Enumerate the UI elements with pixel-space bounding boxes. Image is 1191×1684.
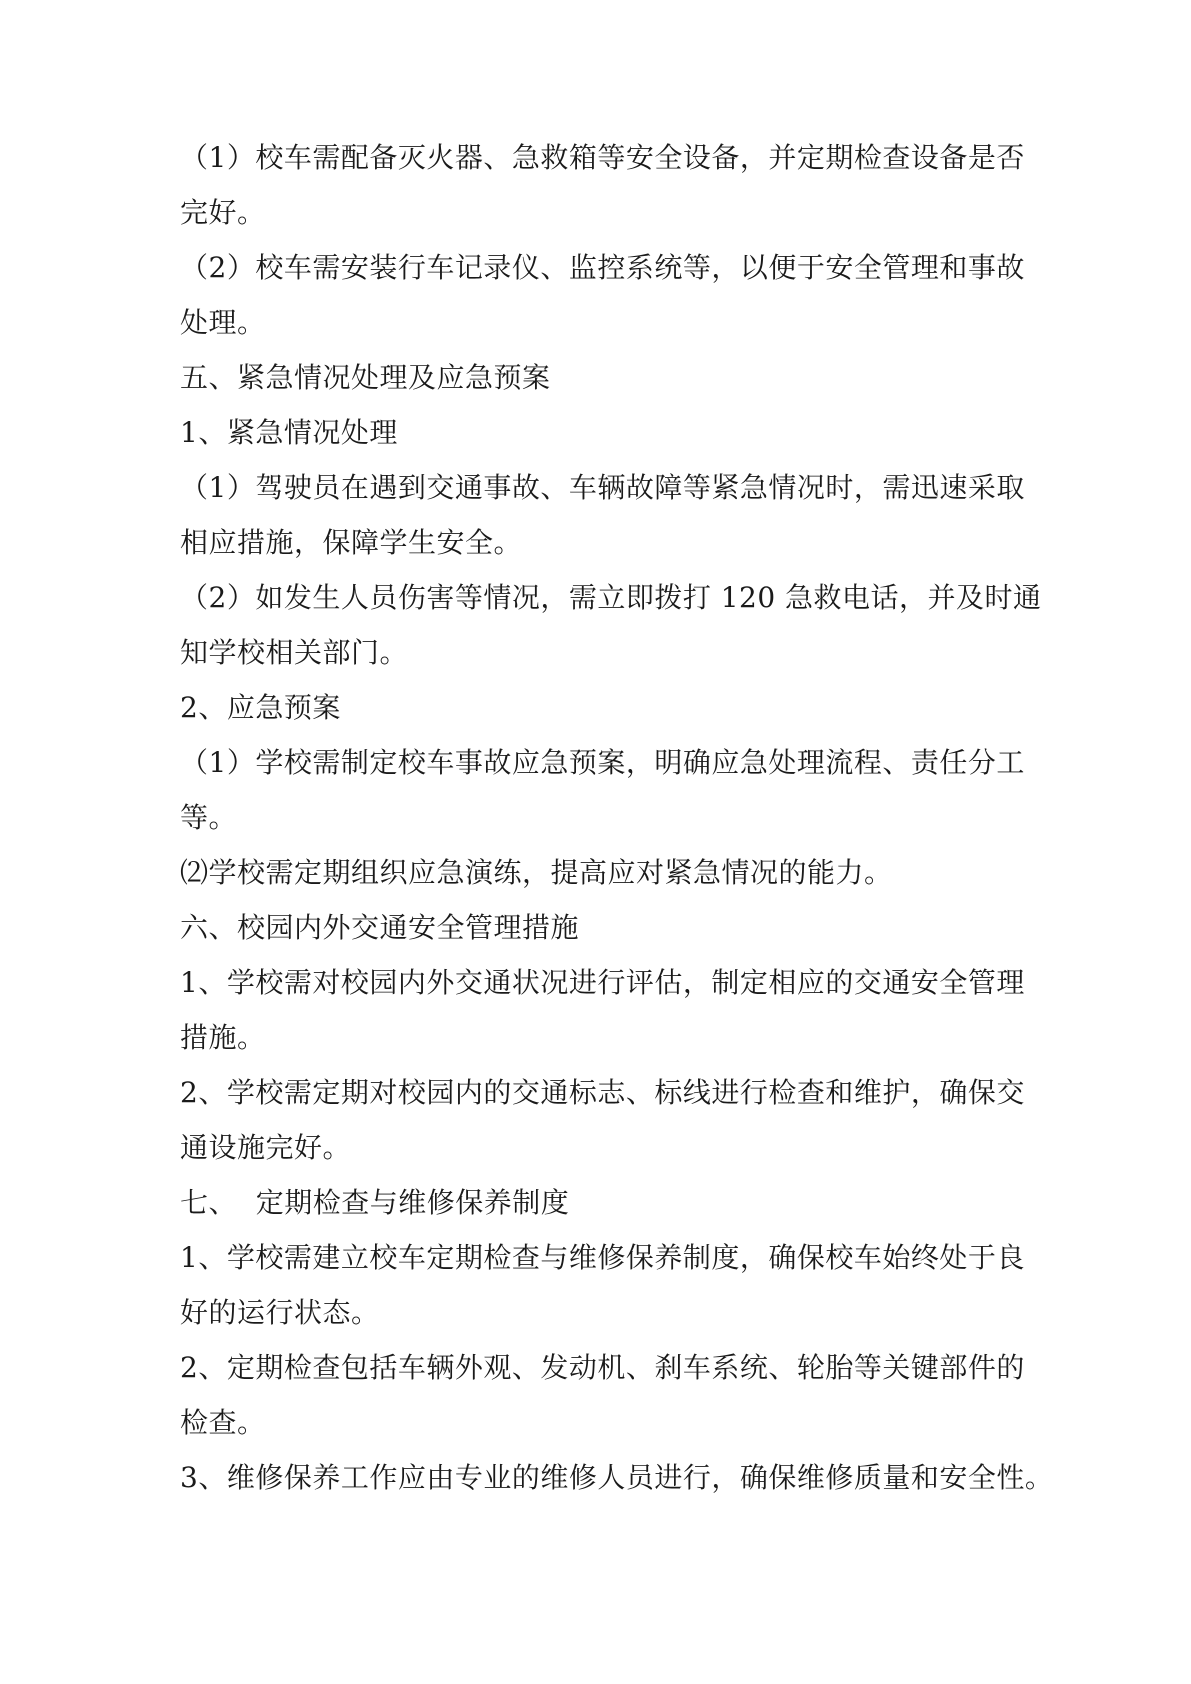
text-line: 处理。	[180, 306, 266, 339]
text-line: （1）校车需配备灭火器、急救箱等安全设备，并定期检查设备是否	[180, 141, 1025, 174]
text-line: 七、 定期检查与维修保养制度	[180, 1186, 570, 1219]
text-line: 2、应急预案	[180, 691, 341, 724]
paragraph	[180, 845, 1020, 900]
text-line: 五、紧急情况处理及应急预案	[180, 361, 551, 394]
text-line: 完好。	[180, 196, 266, 229]
paragraph	[180, 1450, 1054, 1505]
paragraph	[180, 1340, 1025, 1450]
text-line: 等。	[180, 801, 238, 834]
section-heading	[180, 350, 1020, 405]
text-line: 1、紧急情况处理	[180, 416, 398, 449]
section-heading	[180, 900, 1020, 955]
paragraph	[180, 240, 1025, 350]
paragraph	[180, 1230, 1025, 1340]
document-body	[180, 130, 1054, 1505]
paragraph	[180, 735, 1025, 845]
subsection-heading	[180, 405, 1020, 460]
text-line: （2）如发生人员伤害等情况，需立即拨打 120 急救电话，并及时通	[180, 581, 1042, 614]
text-line: 知学校相关部门。	[180, 636, 409, 669]
paragraph	[180, 1065, 1025, 1175]
paragraph	[180, 130, 1025, 240]
text-line: （2）校车需安装行车记录仪、监控系统等，以便于安全管理和事故	[180, 251, 1025, 284]
text-line: 通设施完好。	[180, 1131, 352, 1164]
paragraph	[180, 460, 1025, 570]
text-line: 1、学校需对校园内外交通状况进行评估，制定相应的交通安全管理	[180, 966, 1025, 999]
text-line: （1）驾驶员在遇到交通事故、车辆故障等紧急情况时，需迅速采取	[180, 471, 1025, 504]
text-line: 相应措施，保障学生安全。	[180, 526, 523, 559]
paragraph	[180, 955, 1025, 1065]
text-line: 检查。	[180, 1406, 266, 1439]
text-line: （1）学校需制定校车事故应急预案，明确应急处理流程、责任分工	[180, 746, 1025, 779]
text-line: 2、学校需定期对校园内的交通标志、标线进行检查和维护，确保交	[180, 1076, 1025, 1109]
section-heading	[180, 1175, 1020, 1230]
text-line: 好的运行状态。	[180, 1296, 380, 1329]
text-line: 措施。	[180, 1021, 266, 1054]
paragraph	[180, 570, 1042, 680]
text-line: 2、定期检查包括车辆外观、发动机、刹车系统、轮胎等关键部件的	[180, 1351, 1025, 1384]
text-line: 1、学校需建立校车定期检查与维修保养制度，确保校车始终处于良	[180, 1241, 1025, 1274]
subsection-heading	[180, 680, 1020, 735]
text-line: 3、维修保养工作应由专业的维修人员进行，确保维修质量和安全性。	[180, 1461, 1054, 1494]
text-line: 六、校园内外交通安全管理措施	[180, 911, 580, 944]
text-line: ⑵学校需定期组织应急演练，提高应对紧急情况的能力。	[180, 856, 893, 889]
